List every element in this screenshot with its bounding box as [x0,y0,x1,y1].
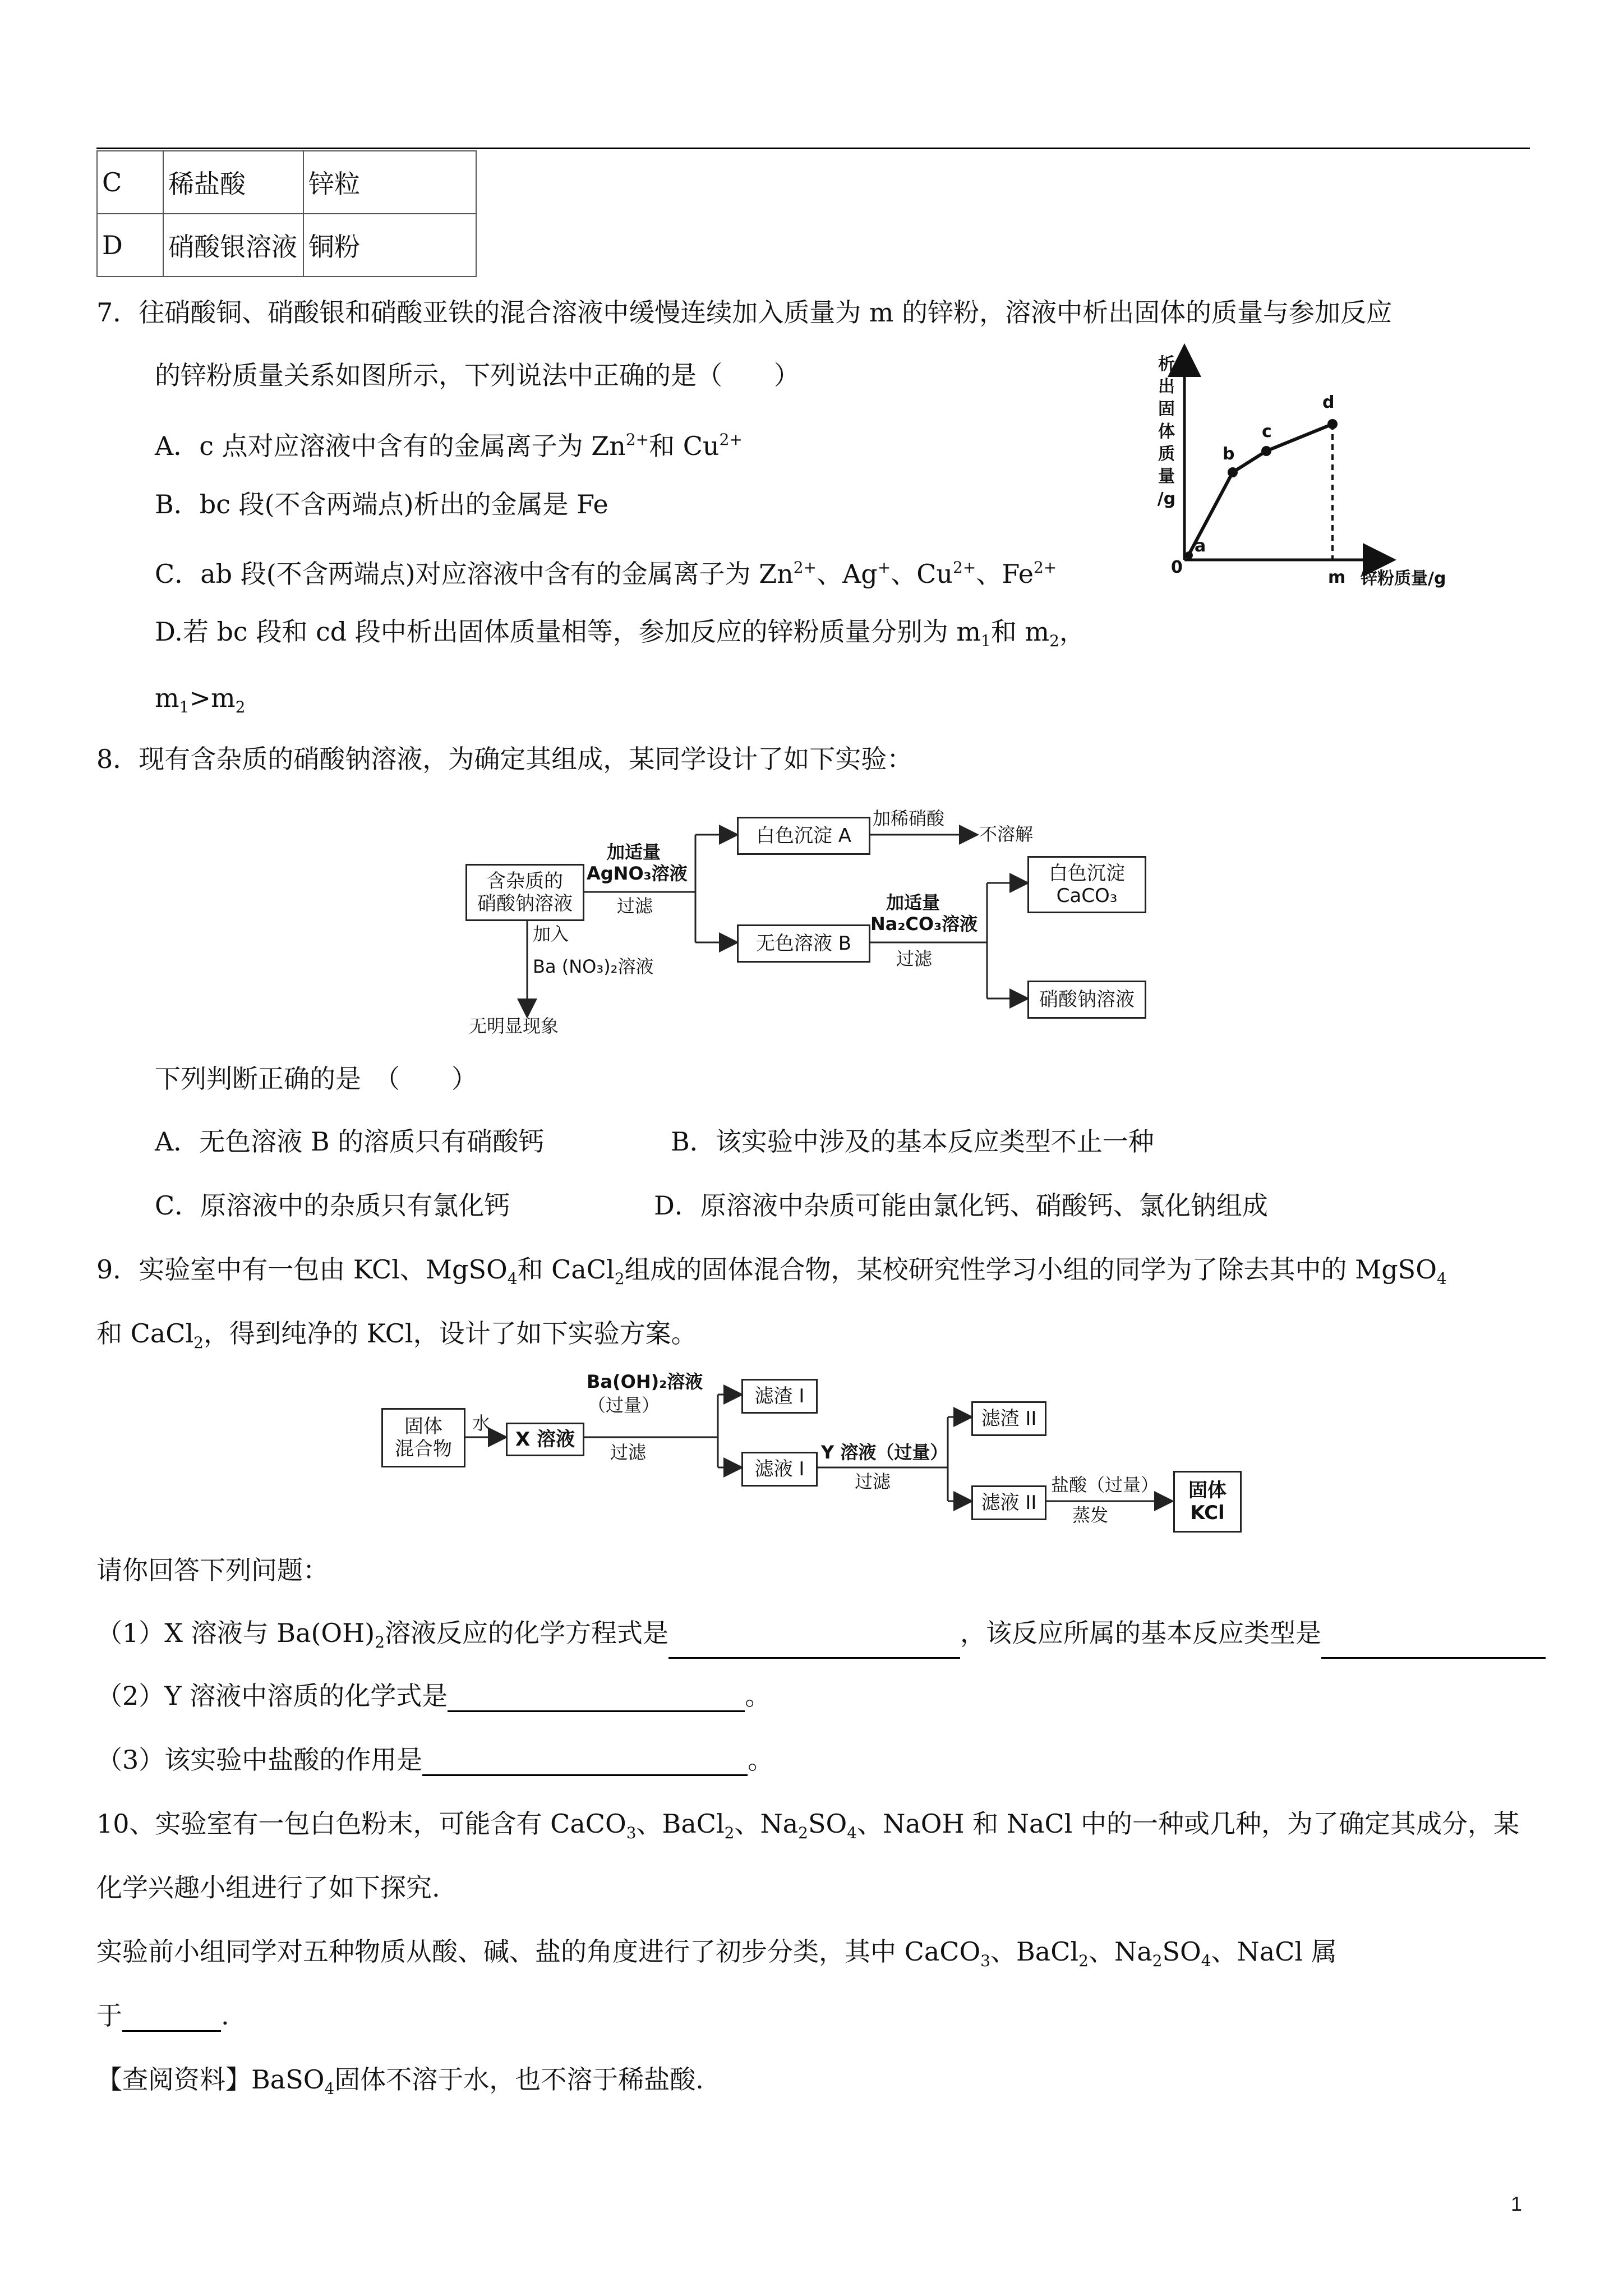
q7-graph-point-label-d: d [1322,393,1335,412]
superscript: 2+ [625,430,649,449]
q8-flowchart [460,808,1189,1043]
subscript: 4 [507,1269,518,1288]
q8-box-start: 含杂质的 硝酸钠溶液 [465,864,584,921]
subscript: 2 [375,1633,385,1651]
q9-label-hcl-2: 蒸发 [1072,1504,1109,1526]
table-row [97,151,476,214]
q9-answer-blank-4[interactable] [422,1750,748,1776]
q7-option-c-cu: 、Cu [891,559,953,589]
q8-label-add-hno3: 加稀硝酸 [873,808,945,829]
q8-label-filter2: 过滤 [896,948,933,969]
q9-box-residue1: 滤渣 I [741,1379,818,1414]
q8-label-agno3-1: 加适量 [607,841,661,863]
q8-label-add-ba-2: Ba (NO₃)₂溶液 [533,956,654,977]
q10-info-text: 【查阅资料】BaSO [96,2064,325,2095]
q10-text: 、NaOH 和 NaCl 中的一种或几种，为了确定其成分，某 [857,1809,1520,1839]
q9-sub3-end: 。 [748,1745,774,1775]
q9-sub1 [96,1617,1546,1659]
table-cell: 稀盐酸 [163,151,303,214]
q9-label-y-1: Y 溶液（过量） [821,1442,948,1463]
q9-label-water: 水 [472,1412,491,1434]
q10-text: 、NaCl 属 [1211,1936,1337,1967]
q8-label-na2co3-2: Na₂CO₃溶液 [870,913,978,935]
q10-info [96,2063,704,2105]
subscript: 2 [193,1333,204,1352]
q8-option-a: A．无色溶液 B 的溶质只有硝酸钙 [155,1126,545,1157]
q9-label-hcl-1: 盐酸（过量） [1051,1474,1159,1496]
ylabel-char: 体 [1158,422,1175,441]
ylabel-char: 固 [1158,399,1175,419]
q7-option-a [155,424,743,462]
q9-stem-text: 组成的固体混合物，某校研究性学习小组的同学为了除去其中的 MgSO [624,1254,1437,1285]
q8-stem: 8．现有含杂质的硝酸钠溶液，为确定其组成，某同学设计了如下实验： [96,744,913,774]
table-cell: D [97,214,163,277]
subscript: 3 [626,1824,637,1842]
q9-answer-blank-1[interactable] [668,1632,960,1659]
q10-text: . [221,2000,229,2031]
q7-option-c-fe: 、Fe [976,559,1034,589]
q10-text: 、BaCl [636,1809,725,1839]
q9-stem-text: 9．实验室中有一包由 KCl、MgSO [96,1254,508,1285]
subscript: 4 [847,1824,857,1842]
q7-graph-line [1188,424,1332,556]
q8-box-nano3: 硝酸钠溶液 [1027,981,1146,1019]
q9-box-solid: 固体 混合物 [381,1408,465,1467]
q7-option-d-text: D.若 bc 段和 cd 段中析出固体质量相等，参加反应的锌粉质量分别为 m [155,616,981,647]
q7-option-b: B．bc 段(不含两端点)析出的金属是 Fe [155,489,608,519]
q7-option-c-text: C．ab 段(不含两端点)对应溶液中含有的金属离子为 Zn [155,559,794,589]
subscript: 1 [981,632,991,650]
page-number: 1 [1511,2192,1523,2215]
q9-flowchart [375,1370,1249,1533]
q9-prompt: 请你回答下列问题： [96,1555,329,1585]
q7-graph-svg [1144,348,1503,606]
superscript: + [877,558,891,577]
subscript: 2 [798,1824,808,1842]
superscript: 2+ [719,430,743,449]
subscript: 2 [1078,1952,1089,1970]
q10-info-text: 固体不溶于水，也不溶于稀盐酸. [334,2064,704,2095]
q7-option-c [155,551,1057,590]
header-rule [96,148,1530,149]
q9-stem-text: 和 CaCl [517,1254,615,1285]
subscript: 2 [1152,1952,1163,1970]
q10-text: SO [1162,1936,1201,1967]
q7-graph-point-label-a: a [1195,536,1206,556]
q9-label-baoh-1: Ba(OH)₂溶液 [587,1371,703,1392]
q7-stem-line1: 7．往硝酸铜、硝酸银和硝酸亚铁的混合溶液中缓慢连续加入质量为 m 的锌粉，溶液中析出固体的质量与参加反应 [96,297,1393,328]
q9-answer-blank-2[interactable] [1321,1632,1546,1659]
q10-text: 、BaCl [990,1936,1079,1967]
q7-option-a-text: A．c 点对应溶液中含有的金属离子为 Zn [155,431,626,461]
options-table [96,150,477,277]
q10-text: 、Na [734,1809,799,1839]
q9-stem-text: 和 CaCl [96,1318,194,1349]
subscript: 4 [1436,1269,1447,1288]
subscript: 3 [980,1952,990,1970]
q8-label-filter1: 过滤 [617,895,653,917]
q8-prompt: 下列判断正确的是 （ ） [155,1064,477,1094]
q8-option-c: C．原溶液中的杂质只有氯化钙 [155,1190,510,1221]
q7-graph-point-b [1228,467,1238,477]
q7-graph [1144,348,1503,606]
ylabel-char: /g [1157,489,1176,509]
q7-option-c-ag: 、Ag [817,559,878,589]
subscript: 4 [1201,1952,1211,1970]
q8-option-d: D．原溶液中杂质可能由氯化钙、硝酸钙、氯化钠组成 [654,1190,1268,1221]
q9-box-kcl: 固体 KCl [1173,1471,1242,1533]
q9-sub1-text: ，该反应所属的基本反应类型是 [960,1618,1322,1648]
ylabel-char: 量 [1158,467,1175,486]
q9-sub1-text: （1）X 溶液与 Ba(OH) [96,1618,375,1648]
q7-stem-line2: 的锌粉质量关系如图所示，下列说法中正确的是（ ） [155,360,800,390]
subscript: 1 [179,698,190,716]
q9-label-baoh-2: （过量） [588,1395,660,1416]
q10-stem-line1 [96,1807,1519,1849]
q9-sub2 [96,1680,771,1712]
q7-option-d-and: 和 m [990,616,1050,647]
q7-graph-point-label-b: b [1223,444,1235,464]
q9-box-filtrate2: 滤液 II [971,1485,1046,1520]
q7-d-m2: >m [189,683,236,713]
ylabel-char: 质 [1158,444,1175,464]
superscript: 2+ [953,558,976,577]
q10-text: 实验前小组同学对五种物质从酸、碱、盐的角度进行了初步分类，其中 CaCO [96,1936,981,1967]
q9-label-y-2: 过滤 [855,1471,891,1492]
q9-sub2-text: （2）Y 溶液中溶质的化学式是 [96,1681,448,1711]
q8-label-insoluble: 不溶解 [979,823,1034,845]
q7-graph-m-label: m [1328,568,1346,587]
q10-text: 10、实验室有一包白色粉末，可能含有 CaCO [96,1809,626,1839]
q9-stem-line2 [96,1317,697,1359]
q7-graph-ylabel [1155,353,1178,510]
q8-label-na2co3-1: 加适量 [886,892,940,913]
q9-sub3 [96,1743,773,1776]
q7-option-d: D.若 bc 段和 cd 段中析出固体质量相等，参加反应的锌粉质量分别为 $m_1$和 $m_2$， [155,616,1085,650]
q7-graph-xlabel: 锌粉质量/g [1361,569,1446,588]
q9-answer-blank-3[interactable] [448,1686,745,1712]
q10-stem-line2: 化学兴趣小组进行了如下探究. [96,1872,440,1903]
q7-graph-point-label-c: c [1262,422,1272,441]
q8-label-agno3-2: AgNO₃溶液 [587,863,688,884]
table-cell: 铜粉 [303,214,476,277]
q7-graph-point-a [1185,551,1193,559]
ylabel-char: 出 [1158,377,1175,397]
q8-box-white-a: 白色沉淀 A [737,817,870,855]
q8-box-white-caco3: 白色沉淀 CaCO₃ [1027,856,1146,913]
q9-sub3-text: （3）该实验中盐酸的作用是 [96,1745,423,1775]
q9-sub2-end: 。 [745,1681,771,1711]
table-cell: C [97,151,163,214]
q8-option-b: B．该实验中涉及的基本反应类型不止一种 [671,1126,1154,1157]
q10-text: SO [808,1809,847,1839]
table-row [97,214,476,277]
q7-option-d-line2 [155,682,245,724]
q10-stem-line3 [96,1935,1337,1977]
superscript: 2+ [793,558,817,577]
q7-graph-point-c [1261,446,1271,456]
q8-box-colorless-b: 无色溶液 B [737,924,870,963]
q9-stem-text: ，得到纯净的 KCl，设计了如下实验方案。 [203,1318,697,1349]
subscript: 4 [324,2079,335,2098]
q9-label-filter: 过滤 [610,1442,647,1463]
subscript: 2 [614,1269,625,1288]
q7-option-a-text2: 和 Cu [649,431,720,461]
subscript: 2 [724,1824,735,1842]
table-cell: 锌粒 [303,151,476,214]
ylabel-char: 析 [1158,355,1175,374]
q7-d-m1: m [155,683,179,713]
superscript: 2+ [1033,558,1057,577]
table-cell: 硝酸银溶液 [163,214,303,277]
subscript: 2 [1049,632,1059,650]
subscript: 2 [235,698,246,716]
q7-graph-origin: 0 [1171,558,1183,577]
q10-stem-line4 [96,1999,229,2032]
q10-text: 于 [96,2000,122,2031]
q9-box-x: X 溶液 [506,1423,584,1456]
q10-answer-blank[interactable] [122,2005,221,2032]
q9-sub1-text: 溶液反应的化学方程式是 [385,1618,669,1648]
q8-label-no-change: 无明显现象 [469,1015,559,1037]
q10-text: 、Na [1088,1936,1152,1967]
q8-label-add-ba-1: 加入 [533,923,569,945]
q7-graph-point-d [1327,419,1338,429]
q9-stem-line1 [96,1253,1447,1295]
q9-box-filtrate1: 滤液 I [741,1452,818,1487]
q9-box-residue2: 滤渣 II [971,1401,1046,1436]
